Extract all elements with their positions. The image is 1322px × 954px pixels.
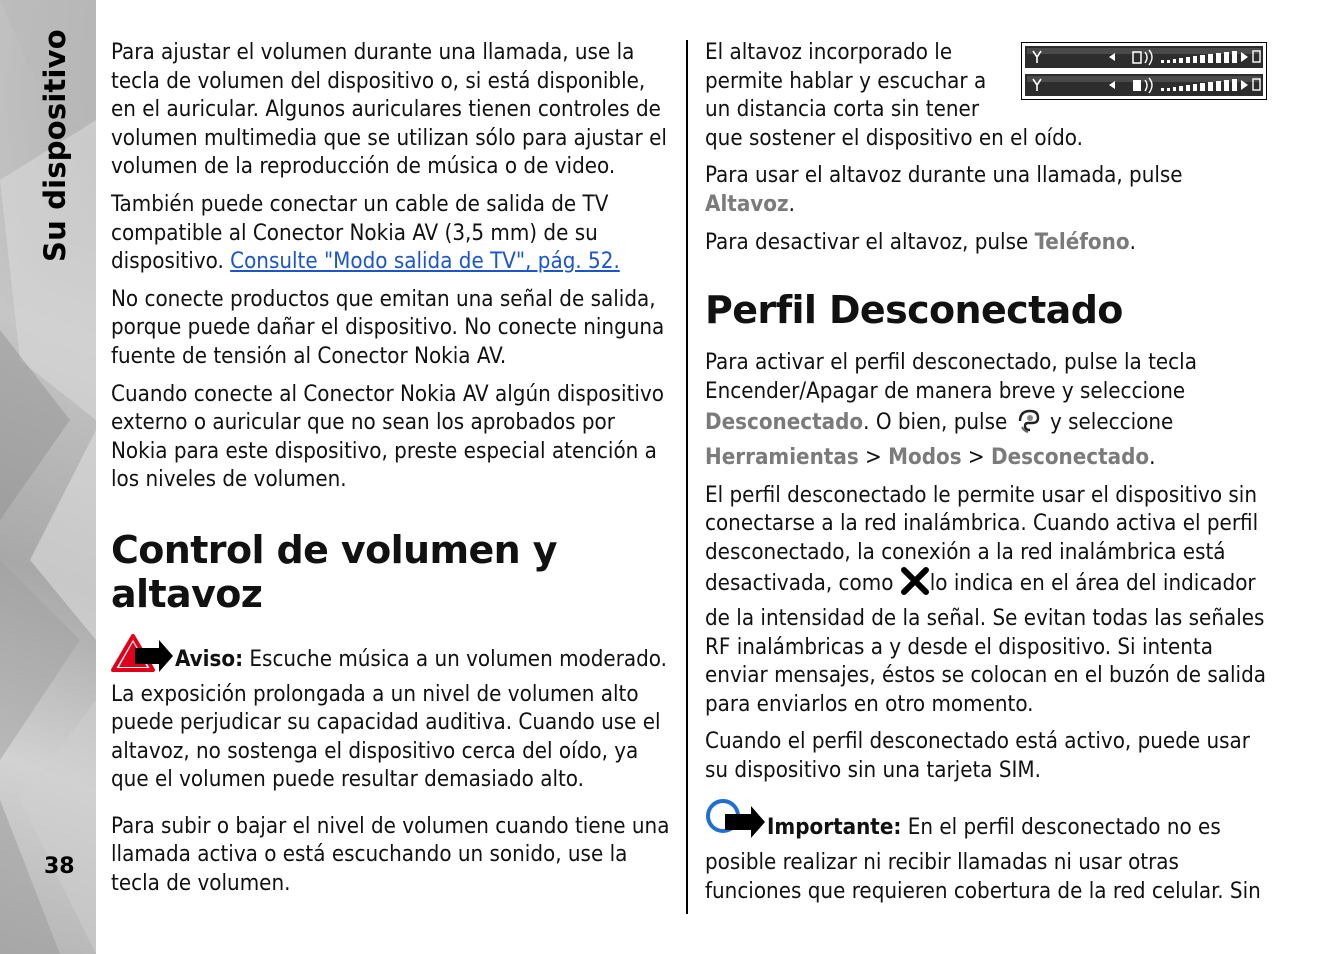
page-number: 38 bbox=[44, 854, 75, 879]
warning-icon bbox=[111, 634, 173, 680]
important-icon bbox=[705, 798, 765, 848]
paragraph-speaker-on: Para usar el altavoz durante una llamada, pulse Altavoz. bbox=[705, 162, 1183, 217]
tv-out-link[interactable]: Consulte "Modo salida de TV", pág. 52. bbox=[230, 248, 620, 275]
column-divider bbox=[686, 40, 688, 914]
ui-desconectado: Desconectado bbox=[705, 409, 864, 436]
ui-desconectado-2: Desconectado bbox=[991, 443, 1150, 470]
paragraph-tv-out: También puede conectar un cable de salida de TV compatible al Conector Nokia AV (3,5 mm) de su dispositivo. Consulte "Modo salida de TV", pág. 52. bbox=[111, 190, 620, 275]
important-note: Importante: En el perfil desconectado no es posible realizar ni recibir llamadas ni usar otras funciones que requieren cobertura de la red celular. Sin bbox=[705, 798, 1267, 905]
warning-note: Aviso: Escuche música a un volumen moderado. La exposición prolongada a un nivel de volumen alto puede perjudicar su capacidad auditiva. Cuando use el altavoz, no sostenga el dispositivo cerca del oído, ya que el volumen puede resultar demasiado alto. bbox=[111, 634, 673, 794]
paragraph-no-connect: No conecte productos que emitan una señal de salida, porque puede dañar el dispositivo. No conecte ninguna fuente de tensión al Conector Nokia AV. bbox=[111, 285, 665, 369]
offline-x-icon bbox=[900, 566, 930, 604]
ui-telefono: Teléfono bbox=[1034, 228, 1130, 255]
ui-altavoz: Altavoz bbox=[705, 190, 789, 217]
paragraph-offline-description: El perfil desconectado le permite usar el dispositivo sin conectarse a la red inalámbrica. Cuando activa el perfil desconectado, la conexión a la red inalámbrica está desactivada, como lo indica en el área del indicador de la intensidad de la señal. Se evitan todas las señales RF inalámbricas a y desde el dispositivo. Si intenta enviar mensajes, éstos se colocan en el buzón de salida para enviarlos en otro momento. bbox=[705, 481, 1266, 717]
menu-key-icon bbox=[1014, 405, 1044, 443]
chapter-sidebar bbox=[0, 0, 96, 954]
volume-indicator-image bbox=[1021, 42, 1267, 104]
paragraph-speaker-intro: El altavoz incorporado le permite hablar y escuchar a un distancia corta sin tener que sostener el dispositivo en el oído. bbox=[705, 39, 1083, 151]
left-column bbox=[111, 38, 673, 907]
paragraph-offline-sim: Cuando el perfil desconectado está activo, puede usar su dispositivo sin una tarjeta SIM. bbox=[705, 728, 1250, 783]
right-column bbox=[705, 38, 1267, 914]
heading-offline-profile: Perfil Desconectado bbox=[705, 288, 1123, 333]
heading-volume-speaker: Control de volumen y altavoz bbox=[111, 527, 557, 616]
ui-modos: Modos bbox=[888, 443, 962, 470]
ui-herramientas: Herramientas bbox=[705, 443, 859, 470]
paragraph-offline-activate: Para activar el perfil desconectado, pulse la tecla Encender/Apagar de manera breve y seleccione Desconectado. O bien, pulse y seleccione Herramientas > Modos > Desconectado. bbox=[705, 349, 1197, 470]
paragraph-volume-intro: Para ajustar el volumen durante una llamada, use la tecla de volumen del dispositivo o, si está disponible, en el auricular. Algunos auriculares tienen controles de volumen multimedia que se utilizan sólo para ajustar el volumen de la reproducción de música o de video. bbox=[111, 39, 667, 180]
paragraph-speaker-off: Para desactivar el altavoz, pulse Teléfono. bbox=[705, 228, 1136, 255]
paragraph-volume-key: Para subir o bajar el nivel de volumen cuando tiene una llamada activa o está escuchando un sonido, use la tecla de volumen. bbox=[111, 812, 670, 897]
paragraph-external-device: Cuando conecte al Conector Nokia AV algún dispositivo externo o auricular que no sean los aprobados por Nokia para este dispositivo, preste especial atención a los niveles de volumen. bbox=[111, 380, 664, 493]
section-title: Su dispositivo bbox=[38, 29, 72, 262]
